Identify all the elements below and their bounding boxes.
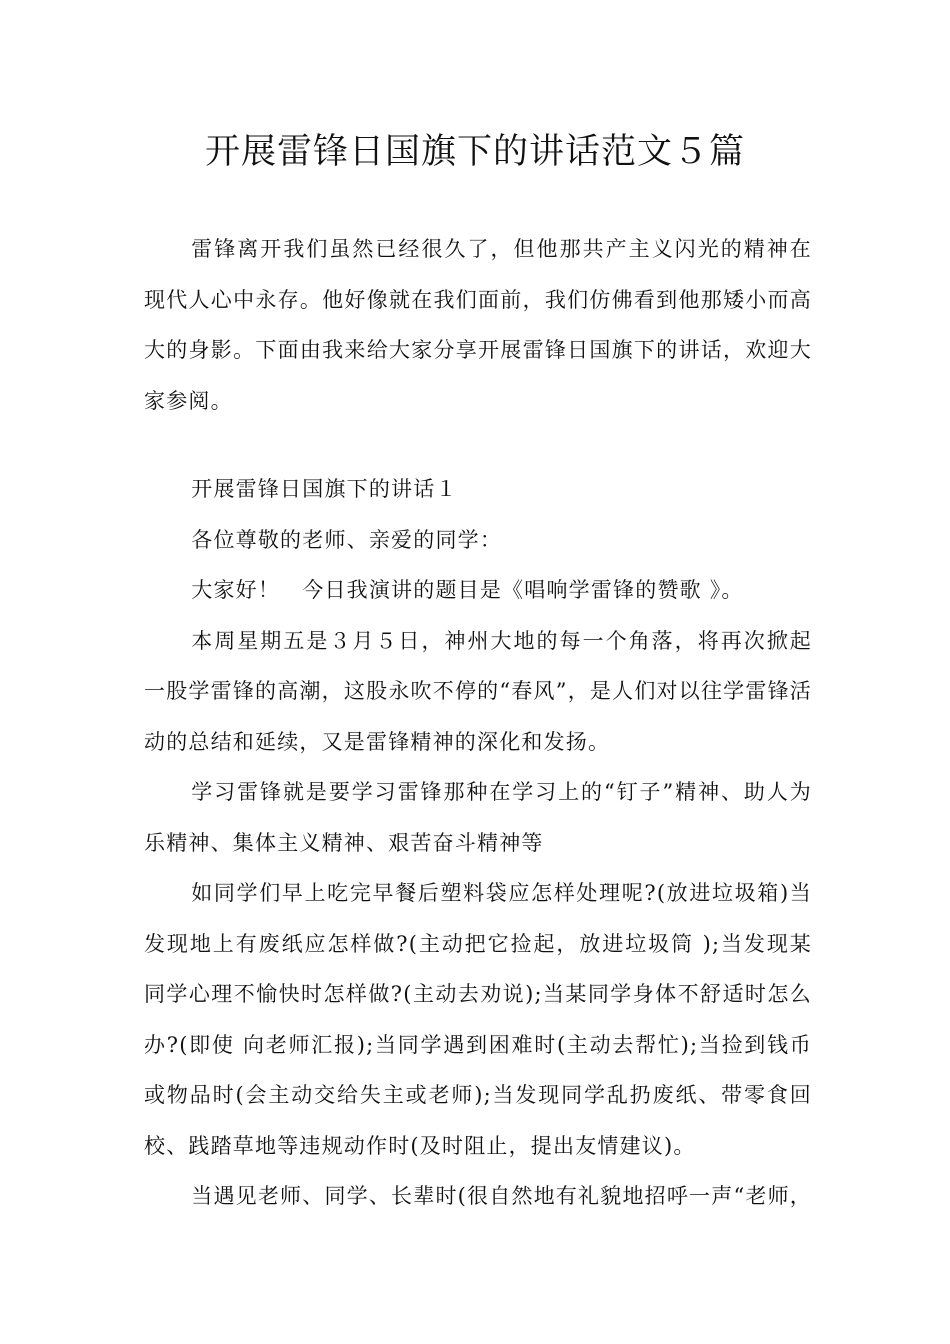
paragraph: 本周星期五是３月５日，神州大地的每一个角落，将再次掀起一股学雷锋的高潮，这股永吹不停的“春风”，是人们对以往学雷锋活动的总结和延续，又是雷锋精神的深化和发扬。 (144, 628, 812, 754)
paragraph-greeting: 大家好！ 今日我演讲的题目是《唱响学雷锋的赞歌 》。 (191, 578, 744, 602)
paragraph-salutation: 各位尊敬的老师、亲爱的同学： (191, 527, 503, 552)
paragraph: 学习雷锋就是要学习雷锋那种在学习上的“钉子”精神、助人为乐精神、集体主义精神、艰苦奋斗精神等 (144, 780, 812, 855)
paragraph: 如同学们早上吃完早餐后塑料袋应怎样处理呢?(放进垃圾箱)当发现地上有废纸应怎样做?(主动把它捡起，放进垃圾筒 );当发现某同学心理不愉快时怎样做?(主动去劝说);当某同学身体不舒适时怎么办?(即使 向老师汇报);当同学遇到困难时(主动去帮忙);当捡到钱币或物品时(会主动交给失主或老师);当发现同学乱扔废纸、带零食回校、践踏草地等违规动作时(及时阻止，提出友情建议)。 (144, 881, 812, 1158)
section-heading: 开展雷锋日国旗下的讲话１ (191, 477, 458, 501)
document-title: 开展雷锋日国旗下的讲话范文５篇 (204, 132, 745, 172)
document-body (144, 224, 812, 1222)
paragraph: 当遇见老师、同学、长辈时(很自然地有礼貌地招呼一声“老师， (191, 1184, 812, 1208)
intro-paragraph: 雷锋离开我们虽然已经很久了，但他那共产主义闪光的精神在现代人心中永存。他好像就在我们面前，我们仿佛看到他那矮小而高大的身影。下面由我来给大家分享开展雷锋日国旗下的讲话，欢迎大家参阅。 (144, 237, 812, 413)
